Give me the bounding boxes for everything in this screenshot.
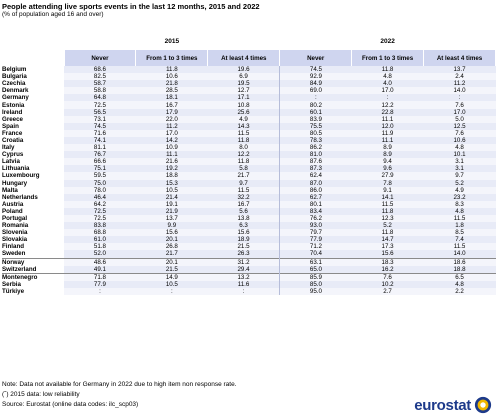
value-cell: 11.5 xyxy=(208,187,280,194)
value-cell: 21.6 xyxy=(136,158,208,165)
value-cell: 81.1 xyxy=(64,144,136,151)
value-cell: : xyxy=(424,94,496,101)
country-cell: Lithuania xyxy=(2,165,30,173)
value-cell: 19.1 xyxy=(136,201,208,208)
value-cell: 75.0 xyxy=(64,180,136,187)
table-row xyxy=(2,215,496,222)
value-cell: 12.3 xyxy=(352,215,424,222)
note-low-reliability: (ˆ) 2015 data: low reliability xyxy=(2,391,80,398)
table-row xyxy=(2,80,496,87)
value-cell: 18.8 xyxy=(424,266,496,274)
country-cell: Austria xyxy=(2,200,24,208)
value-cell: 85.0 xyxy=(280,281,352,288)
table-row xyxy=(2,172,496,179)
value-cell: 86.2 xyxy=(280,144,352,151)
value-cell: 4.8 xyxy=(424,144,496,151)
country-cell: Ireland xyxy=(2,108,23,116)
column-header: At least 4 times xyxy=(208,50,280,66)
value-cell: 26.8 xyxy=(136,243,208,250)
column-header: From 1 to 3 times xyxy=(352,50,424,66)
table-row xyxy=(2,165,496,172)
value-cell: 17.0 xyxy=(136,130,208,137)
value-cell: 11.8 xyxy=(208,137,280,144)
value-cell: 11.9 xyxy=(352,130,424,137)
value-cell: 95.0 xyxy=(280,288,352,295)
value-cell: 12.2 xyxy=(208,151,280,158)
country-cell: Netherlands xyxy=(2,193,38,201)
value-cell: 10.8 xyxy=(208,101,280,108)
value-cell: 78.3 xyxy=(280,137,352,144)
table-row xyxy=(2,130,496,137)
value-cell: 2.4 xyxy=(424,73,496,80)
value-cell: : xyxy=(64,288,136,295)
value-cell: 13.8 xyxy=(208,215,280,222)
value-cell: 15.6 xyxy=(208,229,280,236)
value-cell: 9.1 xyxy=(352,187,424,194)
value-cell: 75.1 xyxy=(64,165,136,172)
value-cell: 17.1 xyxy=(208,94,280,101)
value-cell: 4.9 xyxy=(424,187,496,194)
value-cell: 72.5 xyxy=(64,208,136,215)
table-row xyxy=(2,266,496,274)
value-cell: 52.0 xyxy=(64,250,136,258)
value-cell: 20.1 xyxy=(136,236,208,243)
value-cell: 14.1 xyxy=(352,194,424,201)
value-cell: 79.7 xyxy=(280,229,352,236)
value-cell: 13.7 xyxy=(424,66,496,73)
country-cell: Montenegro xyxy=(2,273,64,281)
country-cell: Türkiye xyxy=(2,287,25,295)
value-cell: 7.4 xyxy=(424,236,496,243)
value-cell: 11.5 xyxy=(424,243,496,250)
table-row xyxy=(2,66,496,73)
column-header: Never xyxy=(280,50,352,66)
value-cell: 84.9 xyxy=(280,80,352,87)
table-row xyxy=(2,180,496,187)
corner-cell xyxy=(2,50,64,66)
note-missing-germany: Note: Data not available for Germany in 2022 due to high item non response rate. xyxy=(2,381,237,388)
value-cell: 87.0 xyxy=(280,180,352,187)
value-cell: 23.2 xyxy=(424,194,496,201)
value-cell: 21.8 xyxy=(136,80,208,87)
group-header-2022: 2022 xyxy=(380,38,395,45)
value-cell: 10.2 xyxy=(352,281,424,288)
value-cell: 93.0 xyxy=(280,222,352,229)
value-cell: 21.5 xyxy=(208,243,280,250)
value-cell: 5.6 xyxy=(208,208,280,215)
value-cell: 74.1 xyxy=(64,137,136,144)
table-row xyxy=(2,194,496,201)
value-cell: 73.1 xyxy=(64,116,136,123)
value-cell: 4.8 xyxy=(424,208,496,215)
value-cell: 11.1 xyxy=(352,137,424,144)
column-header: Never xyxy=(64,50,136,66)
value-cell: 83.9 xyxy=(280,116,352,123)
value-cell: 51.8 xyxy=(64,243,136,250)
value-cell: 9.6 xyxy=(352,165,424,172)
value-cell: 60.1 xyxy=(280,109,352,116)
country-cell: Latvia xyxy=(2,158,20,166)
group-header-2015: 2015 xyxy=(164,38,180,45)
table-row xyxy=(2,201,496,208)
value-cell: 7.6 xyxy=(424,101,496,108)
value-cell: 18.3 xyxy=(352,258,424,266)
column-header: At least 4 times xyxy=(424,50,496,66)
value-cell: 9.7 xyxy=(424,172,496,179)
country-cell: Poland xyxy=(2,207,23,215)
country-cell: Germany xyxy=(2,94,29,102)
value-cell: 6.9 xyxy=(208,73,280,80)
value-cell: 10.6 xyxy=(136,73,208,80)
country-cell: Serbia xyxy=(2,280,21,288)
value-cell: 71.6 xyxy=(64,130,136,137)
value-cell: 17.0 xyxy=(352,87,424,94)
value-cell: 12.7 xyxy=(208,87,280,94)
value-cell: 9.9 xyxy=(136,222,208,229)
table-row xyxy=(2,101,496,108)
country-cell: Romania xyxy=(2,222,29,230)
value-cell: 58.7 xyxy=(64,80,136,87)
country-cell: Spain xyxy=(2,122,19,130)
value-cell: 11.8 xyxy=(136,66,208,73)
value-cell: 8.9 xyxy=(352,151,424,158)
value-cell: 16.7 xyxy=(136,101,208,108)
table-row xyxy=(2,281,496,288)
country-cell: Luxembourg xyxy=(2,172,40,180)
value-cell: 80.1 xyxy=(280,201,352,208)
value-cell: 26.3 xyxy=(208,250,280,258)
country-cell: Portugal xyxy=(2,215,28,223)
value-cell: 17.0 xyxy=(424,109,496,116)
value-cell: 15.6 xyxy=(352,250,424,258)
value-cell: 14.2 xyxy=(136,137,208,144)
value-cell: 6.5 xyxy=(424,273,496,281)
value-cell: 11.2 xyxy=(136,123,208,130)
value-cell: 18.8 xyxy=(136,172,208,179)
value-cell: 14.0 xyxy=(424,250,496,258)
value-cell: 21.7 xyxy=(136,250,208,258)
value-cell: 49.1 xyxy=(64,266,136,274)
value-cell: 3.1 xyxy=(424,165,496,172)
table-row xyxy=(2,243,496,250)
country-cell: Greece xyxy=(2,115,23,123)
value-cell: 28.5 xyxy=(136,87,208,94)
value-cell: 11.6 xyxy=(208,281,280,288)
table-row xyxy=(2,109,496,116)
value-cell: : xyxy=(280,94,352,101)
value-cell: 14.0 xyxy=(424,87,496,94)
value-cell: 5.2 xyxy=(424,180,496,187)
value-cell: 48.6 xyxy=(64,258,136,266)
value-cell: 4.8 xyxy=(352,73,424,80)
value-cell: 74.5 xyxy=(280,66,352,73)
value-cell: 8.3 xyxy=(424,201,496,208)
table-row xyxy=(2,187,496,194)
value-cell: 15.3 xyxy=(136,180,208,187)
value-cell: 15.6 xyxy=(136,229,208,236)
value-cell: 76.7 xyxy=(64,151,136,158)
value-cell: : xyxy=(208,288,280,295)
value-cell: 56.5 xyxy=(64,109,136,116)
value-cell: 4.8 xyxy=(424,281,496,288)
value-cell: 71.2 xyxy=(280,243,352,250)
value-cell: 87.3 xyxy=(280,165,352,172)
value-cell: 7.6 xyxy=(352,273,424,281)
value-cell: 77.9 xyxy=(280,236,352,243)
table-row xyxy=(2,123,496,130)
value-cell: 7.8 xyxy=(352,180,424,187)
value-cell: 11.1 xyxy=(136,151,208,158)
value-cell: 11.1 xyxy=(352,116,424,123)
value-cell: 68.8 xyxy=(64,229,136,236)
value-cell: : xyxy=(352,94,424,101)
value-cell: 14.3 xyxy=(208,123,280,130)
country-cell: Belgium xyxy=(2,66,27,74)
value-cell: 4.0 xyxy=(352,80,424,87)
value-cell: 12.2 xyxy=(352,101,424,108)
value-cell: 21.9 xyxy=(136,208,208,215)
value-cell: 8.9 xyxy=(352,144,424,151)
value-cell: 19.5 xyxy=(208,80,280,87)
value-cell: 32.2 xyxy=(208,194,280,201)
value-cell: 62.7 xyxy=(280,194,352,201)
value-cell: 77.9 xyxy=(64,281,136,288)
value-cell: 31.2 xyxy=(208,258,280,266)
value-cell: 16.7 xyxy=(208,201,280,208)
country-cell: France xyxy=(2,129,23,137)
country-cell: Sweden xyxy=(2,250,26,258)
value-cell: 80.2 xyxy=(280,101,352,108)
table-row xyxy=(2,222,496,229)
value-cell: 10.9 xyxy=(136,144,208,151)
value-cell: 87.6 xyxy=(280,158,352,165)
table-row xyxy=(2,236,496,243)
value-cell: 83.8 xyxy=(64,222,136,229)
value-cell: 14.7 xyxy=(352,236,424,243)
value-cell: 11.8 xyxy=(352,66,424,73)
country-cell: Czechia xyxy=(2,80,26,88)
value-cell: 83.4 xyxy=(280,208,352,215)
value-cell: 6.3 xyxy=(208,222,280,229)
value-cell: 13.7 xyxy=(136,215,208,222)
country-cell: Italy xyxy=(2,144,15,152)
table-row xyxy=(2,116,496,123)
table-row xyxy=(2,229,496,236)
logo-text: eurostat xyxy=(414,396,471,414)
value-cell: 18.1 xyxy=(136,94,208,101)
value-cell: 2.7 xyxy=(352,288,424,295)
value-cell: 82.5 xyxy=(64,73,136,80)
value-cell: 64.8 xyxy=(64,94,136,101)
table-subtitle: (% of population aged 16 and over) xyxy=(2,11,104,18)
value-cell: 17.3 xyxy=(352,243,424,250)
table-row xyxy=(2,273,496,281)
table-title: People attending live sports events in the last 12 months, 2015 and 2022 xyxy=(2,2,260,11)
value-cell: 11.8 xyxy=(352,208,424,215)
value-cell: 11.5 xyxy=(352,201,424,208)
value-cell: 12.0 xyxy=(352,123,424,130)
value-cell: 18.9 xyxy=(208,236,280,243)
value-cell: 16.2 xyxy=(352,266,424,274)
value-cell: 21.4 xyxy=(136,194,208,201)
country-cell: Slovakia xyxy=(2,236,28,244)
table-row xyxy=(2,288,496,295)
value-cell: 86.0 xyxy=(280,187,352,194)
table-row xyxy=(2,144,496,151)
value-cell: 9.4 xyxy=(352,158,424,165)
value-cell: 5.2 xyxy=(352,222,424,229)
value-cell: 75.5 xyxy=(280,123,352,130)
value-cell: 11.2 xyxy=(424,80,496,87)
value-cell: 72.5 xyxy=(64,101,136,108)
value-cell: 14.9 xyxy=(136,273,208,281)
value-cell: 7.6 xyxy=(424,130,496,137)
value-cell: 71.8 xyxy=(64,273,136,281)
country-cell: Hungary xyxy=(2,179,28,187)
eurostat-star-icon xyxy=(474,396,492,414)
value-cell: 69.0 xyxy=(280,87,352,94)
value-cell: 78.0 xyxy=(64,187,136,194)
value-cell: 25.6 xyxy=(208,109,280,116)
value-cell: 10.6 xyxy=(424,137,496,144)
table-row xyxy=(2,250,496,258)
value-cell: : xyxy=(136,288,208,295)
value-cell: 61.0 xyxy=(64,236,136,243)
value-cell: 80.5 xyxy=(280,130,352,137)
country-cell: Norway xyxy=(2,258,64,266)
value-cell: 5.8 xyxy=(208,165,280,172)
eurostat-logo xyxy=(414,396,492,414)
table-row xyxy=(2,158,496,165)
value-cell: 11.5 xyxy=(424,215,496,222)
value-cell: 74.5 xyxy=(64,123,136,130)
country-cell: Bulgaria xyxy=(2,73,27,81)
value-cell: 72.5 xyxy=(64,215,136,222)
source-note: Source: Eurostat (online data codes: ilc_scp03) xyxy=(2,401,139,408)
value-cell: 59.5 xyxy=(64,172,136,179)
table-row xyxy=(2,258,496,266)
country-cell: Croatia xyxy=(2,136,24,144)
value-cell: 65.0 xyxy=(280,266,352,274)
value-cell: 5.0 xyxy=(424,116,496,123)
value-cell: 10.1 xyxy=(424,151,496,158)
value-cell: 10.5 xyxy=(136,187,208,194)
value-cell: 12.5 xyxy=(424,123,496,130)
value-cell: 81.0 xyxy=(280,151,352,158)
value-cell: 29.4 xyxy=(208,266,280,274)
country-cell: Slovenia xyxy=(2,229,28,237)
value-cell: 10.5 xyxy=(136,281,208,288)
value-cell: 3.1 xyxy=(424,158,496,165)
value-cell: 13.2 xyxy=(208,273,280,281)
value-cell: 22.0 xyxy=(136,116,208,123)
table-row xyxy=(2,94,496,101)
value-cell: 62.4 xyxy=(280,172,352,179)
value-cell: 19.2 xyxy=(136,165,208,172)
value-cell: 19.6 xyxy=(208,66,280,73)
value-cell: 4.9 xyxy=(208,116,280,123)
value-cell: 22.8 xyxy=(352,109,424,116)
value-cell: 2.2 xyxy=(424,288,496,295)
table-row xyxy=(2,87,496,94)
value-cell: 20.1 xyxy=(136,258,208,266)
value-cell: 11.5 xyxy=(208,130,280,137)
value-cell: 63.1 xyxy=(280,258,352,266)
value-cell: 9.7 xyxy=(208,180,280,187)
table-row xyxy=(2,73,496,80)
value-cell: 27.9 xyxy=(352,172,424,179)
corner-cell xyxy=(2,33,64,50)
data-table xyxy=(2,33,496,295)
value-cell: 46.4 xyxy=(64,194,136,201)
table-row xyxy=(2,137,496,144)
value-cell: 76.2 xyxy=(280,215,352,222)
table-row xyxy=(2,151,496,158)
value-cell: 66.6 xyxy=(64,158,136,165)
country-cell: Malta xyxy=(2,186,18,194)
value-cell: 17.9 xyxy=(136,109,208,116)
value-cell: 18.6 xyxy=(424,258,496,266)
country-cell: Estonia xyxy=(2,101,25,109)
value-cell: 8.5 xyxy=(424,229,496,236)
country-cell: Cyprus xyxy=(2,151,24,159)
value-cell: 92.9 xyxy=(280,73,352,80)
value-cell: 1.8 xyxy=(424,222,496,229)
value-cell: 21.7 xyxy=(208,172,280,179)
table-body xyxy=(2,66,496,295)
value-cell: 64.2 xyxy=(64,201,136,208)
value-cell: 11.8 xyxy=(352,229,424,236)
value-cell: 85.9 xyxy=(280,273,352,281)
value-cell: 8.0 xyxy=(208,144,280,151)
value-cell: 70.4 xyxy=(280,250,352,258)
country-cell: Denmark xyxy=(2,87,29,95)
table-row xyxy=(2,208,496,215)
value-cell: 68.6 xyxy=(64,66,136,73)
value-cell: 58.8 xyxy=(64,87,136,94)
value-cell: 21.5 xyxy=(136,266,208,274)
country-cell: Switzerland xyxy=(2,265,37,273)
country-cell: Finland xyxy=(2,243,24,251)
column-header: From 1 to 3 times xyxy=(136,50,208,66)
value-cell: 11.8 xyxy=(208,158,280,165)
